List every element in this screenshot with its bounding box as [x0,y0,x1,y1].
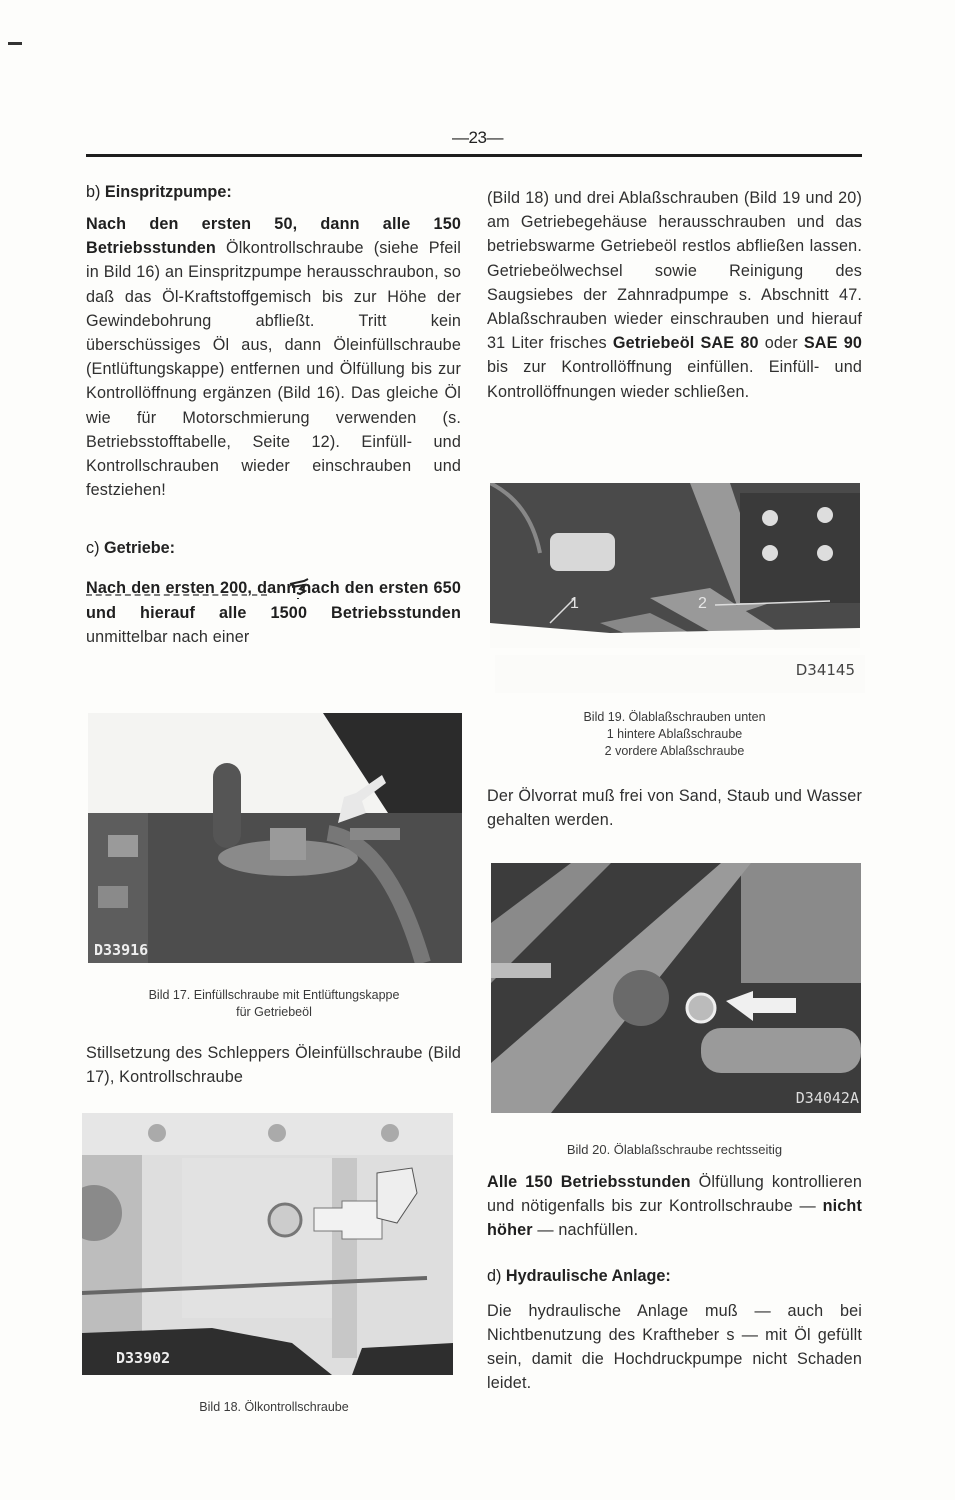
figure-20-caption: Bild 20. Ölablaßschraube rechtsseitig [566,1142,783,1157]
figure-20-label: D34042A [795,1089,859,1107]
figure-19-caption-line2: 1 hintere Ablaßschraube [606,727,743,741]
section-d-body: Die hydraulische Anlage muß — auch bei Nichtbenutzung des Kraftheber s — mit Öl gefüllt sein, damit die Hochdruckpumpe nicht Schaden leidet. [487,1301,862,1393]
figure-18-photo [82,1113,453,1375]
oil-spec-sae90: SAE 90 [803,334,862,353]
section-b-heading [86,180,461,204]
figure-20-photo [491,863,861,1113]
header-rule [86,154,862,157]
right-paragraph-1-text-a: (Bild 18) und drei Ablaßschrauben (Bild 19 und 20) am Getriebegehäuse herausschrauben und das betriebswarme Getriebeöl restlos abfließen lassen. Getriebeölwechsel sowie Reinigung des Saugsiebes der Zahnradpumpe s. Abschnitt 47. Ablaßschrauben wieder einschrauben und hierauf 31 Liter frisches [487,189,862,353]
section-c-body: unmittelbar nach einer [86,627,250,646]
scan-corner-mark [8,42,22,45]
handwritten-annotation-icon [288,578,310,600]
figure-17-caption-line1: Bild 17. Einfüllschraube mit Entlüftungskappe [148,988,400,1002]
figure-18-caption: Bild 18. Ölkontrollschraube [199,1400,349,1414]
right-paragraph-1-text-b: bis zur Kontrollöffnung einfüllen. Einfüll- und Kontrollöffnungen wieder schließen. [487,358,862,401]
right-paragraph-1 [487,186,862,404]
oil-spec-sae80: Getriebeöl SAE 80 [612,334,759,353]
section-d-heading [487,1264,862,1288]
figure-19-marker-1: 1 [570,595,579,612]
left-column [86,180,461,649]
figure-19-caption-line3: 2 vordere Ablaßschraube [604,744,745,758]
right-paragraph-3 [487,1170,862,1243]
figure-17-photo [88,713,462,963]
figure-19-caption [487,709,862,760]
section-d-title: Hydraulische Anlage: [505,1266,671,1285]
section-c-paragraph [86,576,461,649]
figure-19-bottom-margin [495,655,865,693]
section-b-prefix: b) [86,183,101,201]
right-paragraph-3-emphasis: nicht höher [487,1197,862,1240]
section-b-paragraph [86,212,461,502]
section-c-title: Getriebe: [103,539,176,558]
right-lower-block [487,1170,862,1395]
right-paragraph-2: Der Ölvorrat muß frei von Sand, Staub und Wasser gehalten werden. [487,787,862,830]
continuation-paragraph: Stillsetzung des Schleppers Öleinfüllschraube (Bild 17), Kontrollschraube [86,1044,461,1087]
right-paragraph-3-text-a: Ölfüllung kontrollieren und nötigenfalls bis zur Kontrollschraube — [487,1173,862,1216]
figure-19-photo [490,483,860,648]
figure-17-label: D33916 [94,941,149,959]
figure-18-label: D33902 [116,1349,171,1367]
figure-17-caption [86,987,462,1021]
right-paragraph-1-mid: oder [764,334,798,353]
section-c-bold-lead: ann nach den ersten 650 und hierauf alle 1500 Betriebsstunden [86,579,461,622]
section-c-heading [86,536,461,560]
right-paragraph-3-bold-lead: Alle 150 Betriebsstunden [487,1173,691,1191]
section-c-prefix: c) [86,539,100,558]
section-d-prefix: d) [487,1266,502,1285]
figure-19-label: D34145 [795,661,855,679]
figure-17-caption-line2: für Getriebeöl [236,1005,312,1019]
figure-19-caption-line1: Bild 19. Ölablaßschrauben unten [583,710,766,724]
right-paragraph-3-text-b: — nachfüllen. [537,1221,639,1240]
section-b-body: Ölkontrollschraube (siehe Pfeil in Bild 16) an Einspritzpumpe herausschraubon, so daß das Öl-Kraftstoffgemisch bis zur Höhe der Gewindebohrung abfließt. Tritt kein überschüssiges Öl aus, dann Öleinfüllschraube (Entlüftungskappe) entfernen und Ölfüllung bis zur Kontrollöffnung ergänzen (Bild 16). Das gleiche Öl wie für Motorschmierung verwenden (s. Betriebsstofftabelle, Seite 12). Einfüll- und Kontrollschrauben wieder einschrauben und festziehen! [86,239,461,500]
section-b-title: Einspritzpumpe: [104,183,232,201]
page-number: —23— [452,128,503,147]
section-c-underlined-lead: Nach den ersten 200, d [86,579,268,598]
right-column [487,186,862,404]
figure-19-marker-2: 2 [698,595,707,612]
section-b-bold-lead: Nach den ersten 50, dann alle 150 Betriebsstunden [86,215,461,258]
